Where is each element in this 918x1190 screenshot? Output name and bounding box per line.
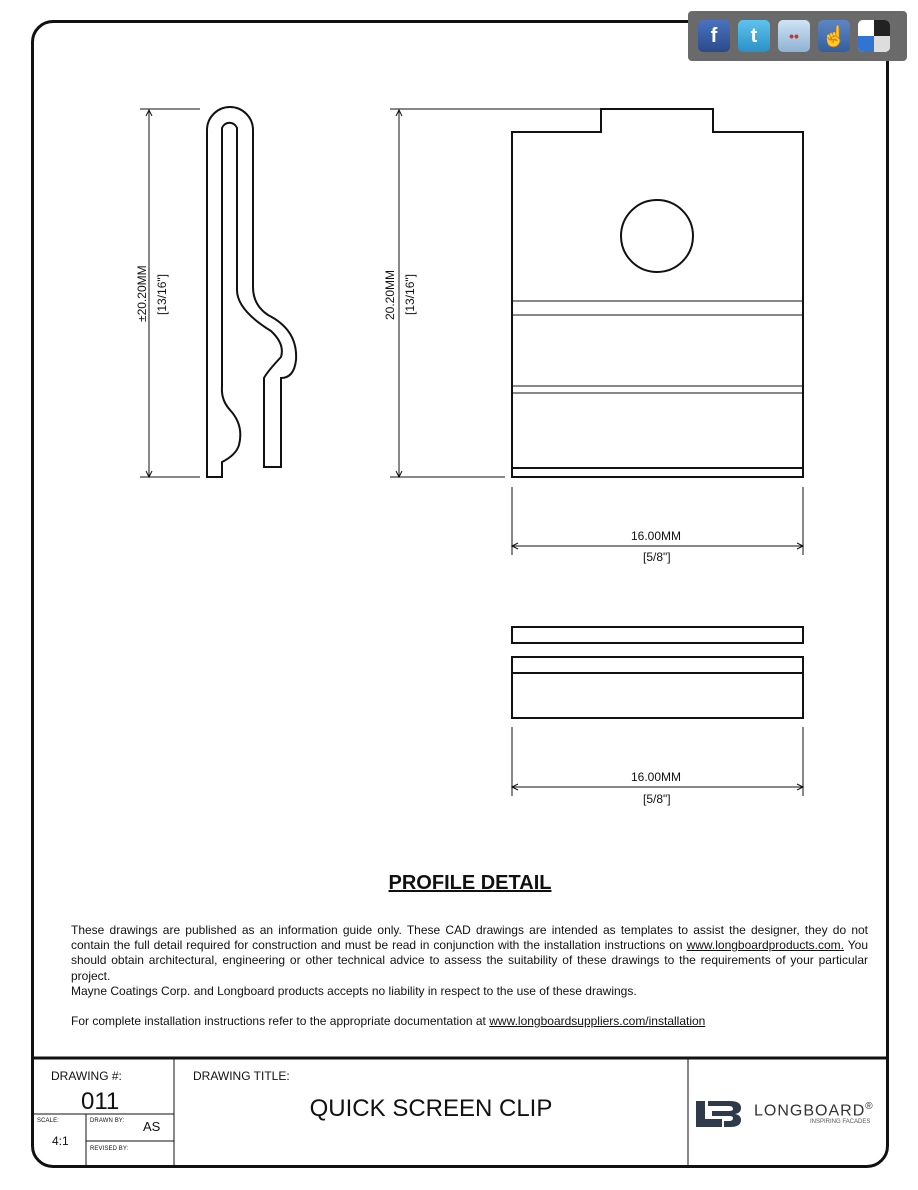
disclaimer-text: [71, 923, 868, 999]
bottom-width-mm: 16.00MM: [631, 770, 682, 784]
thumbs-up-icon: ☝: [821, 25, 847, 48]
liability-text: Mayne Coatings Corp. and Longboard products accepts no liability in respect to the use of these drawings.: [71, 983, 637, 998]
drawn-by-value: AS: [143, 1119, 161, 1134]
facebook-share-button[interactable]: [698, 20, 730, 52]
clip-mounting-hole: [621, 200, 693, 272]
longboard-brand-name: LONGBOARD: [754, 1102, 866, 1120]
clip-front-view: [512, 109, 803, 477]
clip-bottom-plate: [512, 657, 803, 718]
front-width-mm: 16.00MM: [631, 529, 682, 543]
front-dim-in: [13/16"]: [403, 274, 417, 315]
reddit-icon: ••: [789, 28, 799, 44]
reddit-share-button[interactable]: [778, 20, 810, 52]
side-dim-mm: ±20.20MM: [135, 265, 149, 322]
installation-link[interactable]: www.longboardsuppliers.com/installation: [489, 1014, 706, 1028]
clip-side-profile: [207, 107, 296, 477]
drawn-by-label: DRAWN BY:: [90, 1118, 125, 1124]
like-share-button[interactable]: [818, 20, 850, 52]
drawing-number-label: DRAWING #:: [51, 1069, 122, 1083]
longboard-tagline: INSPIRING FACADES: [810, 1119, 871, 1125]
clip-bottom-strip: [512, 627, 803, 643]
facebook-icon: f: [710, 24, 718, 47]
longboard-brand: [754, 1101, 874, 1120]
install-text: For complete installation instructions refer to the appropriate documentation at: [71, 1014, 490, 1028]
twitter-icon: t: [750, 24, 758, 47]
share-toolbar: [688, 11, 907, 61]
profile-detail-heading: PROFILE DETAIL: [388, 872, 552, 894]
revised-by-label: REVISED BY:: [90, 1146, 129, 1152]
registered-mark: ®: [865, 1101, 874, 1112]
twitter-share-button[interactable]: [738, 20, 770, 52]
delicious-share-button[interactable]: [858, 20, 890, 52]
front-width-in: [5/8"]: [643, 550, 671, 564]
scale-label: SCALE:: [37, 1118, 59, 1124]
bottom-width-in: [5/8"]: [643, 792, 671, 806]
disclaimer-part1: These drawings are published as an information guide only. These CAD drawings are intended as templates to assist the designer, they do not contain the full detail required for construction and must be read in conjunction with the installation instructions on: [71, 923, 868, 953]
drawing-title-label: DRAWING TITLE:: [193, 1069, 290, 1083]
scale-value: 4:1: [52, 1134, 69, 1148]
install-instructions: [71, 1014, 705, 1028]
disclaimer-part2: You should obtain architectural, engineering or other technical advice to assess the suitability of these drawings to the requirements of your particular project.: [71, 938, 868, 983]
delicious-icon: [858, 20, 890, 52]
front-dim-mm: 20.20MM: [383, 269, 397, 320]
drawing-title: QUICK SCREEN CLIP: [309, 1095, 553, 1122]
longboard-products-link[interactable]: www.longboardproducts.com.: [686, 938, 844, 953]
drawing-number: 011: [81, 1088, 120, 1115]
longboard-logo-mark: [696, 1101, 741, 1127]
side-dim-in: [13/16"]: [155, 274, 169, 315]
